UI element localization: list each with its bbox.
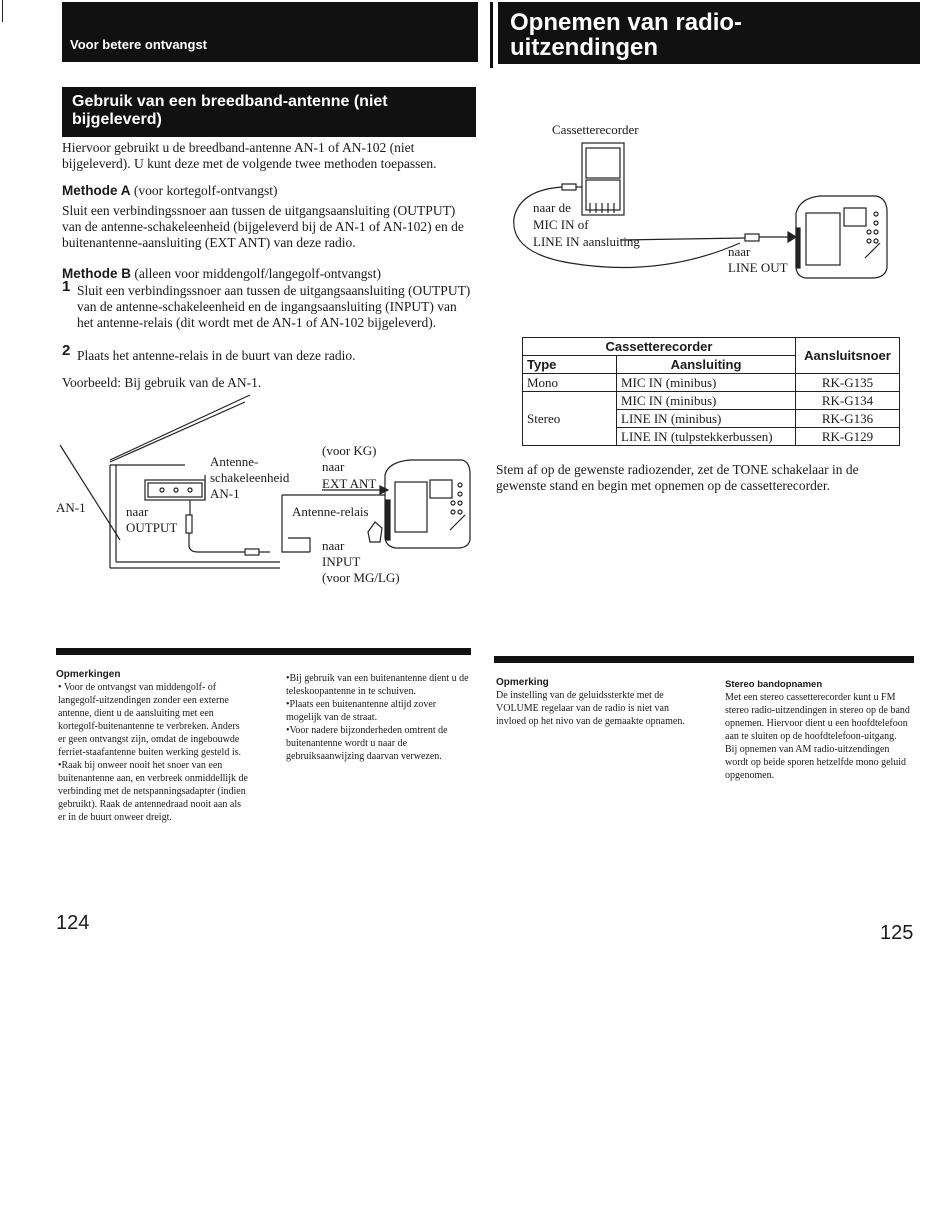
label-naar-ext: naar bbox=[322, 459, 345, 474]
table-cell-conn: MIC IN (minibus) bbox=[617, 374, 796, 392]
table-header-type: Type bbox=[523, 356, 617, 374]
subsection-bar bbox=[62, 87, 476, 137]
note-item: • Voor de ontvangst van middengolf- of langegolf-uitzendingen zonder een externe antenne, dient u de aansluiting met een kortegolf-buitenantenne te verbreken. Anders er geen ontvangst zijn, omdat de ingebouwde ferriet-staafantenne buiten werking gesteld is. bbox=[58, 682, 241, 758]
page-title-line-1: Opnemen van radio- bbox=[510, 9, 743, 36]
subsection-title: Gebruik van een breedband-antenne (niet bijgeleverd) bbox=[72, 93, 388, 128]
note-item: •Voor nadere bijzonderheden omtrent de buitenantenne wordt u naar de gebruiksaanwijzing daarvan verwezen. bbox=[286, 725, 448, 762]
table-cell-cord: RK-G136 bbox=[796, 410, 900, 428]
antenna-diagram bbox=[50, 390, 480, 600]
instruction-text: Stem af op de gewenste radiozender, zet de TONE schakelaar in de gewenste stand en begin met opnemen op de cassetterecorder. bbox=[496, 462, 859, 493]
table-header-cord: Aansluitsnoer bbox=[796, 338, 900, 374]
method-a-title: Methode A bbox=[62, 183, 131, 198]
notes-col2 bbox=[286, 672, 471, 763]
intro-text: Hiervoor gebruikt u de breedband-antenne AN-1 of AN-102 (niet bijgeleverd). U kunt deze met de volgende twee methoden toepassen. bbox=[62, 140, 437, 171]
table-row bbox=[523, 374, 900, 392]
label-voor-kg: (voor KG) bbox=[322, 443, 377, 458]
label-unit-1: Antenne- bbox=[210, 454, 259, 469]
notes-col1 bbox=[58, 681, 248, 824]
method-b-title: Methode B bbox=[62, 266, 131, 281]
table-cell-conn: MIC IN (minibus) bbox=[617, 392, 796, 410]
table-cell-cord: RK-G135 bbox=[796, 374, 900, 392]
method-b-sub: (alleen voor middengolf/langegolf-ontvangst) bbox=[131, 266, 382, 281]
page-title-line-2: uitzendingen bbox=[510, 34, 658, 61]
table-cell-cord: RK-G134 bbox=[796, 392, 900, 410]
note-title: Opmerking bbox=[496, 677, 549, 688]
stereo-text-2: Bij opnemen van AM radio-uitzendingen wordt op beide sporen hetzelfde mono geluid opgenomen. bbox=[725, 744, 907, 781]
label-an1: AN-1 bbox=[56, 500, 86, 515]
table-cell-cord: RK-G129 bbox=[796, 428, 900, 446]
notes-title: Opmerkingen bbox=[56, 669, 121, 680]
method-a-text: Sluit een verbindingssnoer aan tussen de uitgangsaansluiting (OUTPUT) van de antenne-schakeleenheid (bijgeleverd bij de AN-1 of AN-102) en de buitenantenne-aansluiting (EXT ANT) van deze radio. bbox=[62, 203, 464, 250]
page-title bbox=[510, 10, 742, 60]
label-naar-input: naar bbox=[322, 538, 345, 553]
label-line-in: LINE IN aansluiting bbox=[533, 234, 640, 249]
method-b-heading bbox=[62, 266, 472, 282]
connection-table-wrap bbox=[522, 337, 900, 446]
step-1-number: 1 bbox=[62, 278, 71, 295]
label-voor-mglg: (voor MG/LG) bbox=[322, 570, 400, 585]
title-bar bbox=[498, 2, 920, 64]
step-2-text: Plaats het antenne-relais in de buurt van deze radio. bbox=[77, 348, 356, 363]
crop-mark bbox=[2, 0, 3, 22]
step-2-number: 2 bbox=[62, 342, 71, 359]
note-item: •Raak bij onweer nooit het snoer van een buitenantenne aan, en verbreek onmiddellijk de verbinding met de netspanningsadapter (indien gebruikt). Raak de antennedraad nooit aan als er in de buurt onweer dreigt. bbox=[58, 760, 248, 823]
table-group-header: Cassetterecorder bbox=[523, 338, 796, 356]
label-mic-in: MIC IN of bbox=[533, 217, 589, 232]
notes-divider-left bbox=[56, 648, 471, 655]
antenna-diagram-svg bbox=[50, 390, 480, 600]
section-bar-label: Voor betere ontvangst bbox=[70, 37, 208, 52]
table-cell-conn: LINE IN (tulpstekkerbussen) bbox=[617, 428, 796, 446]
label-naar-de: naar de bbox=[533, 200, 571, 215]
label-ext-ant: EXT ANT bbox=[322, 476, 377, 491]
title-rule bbox=[490, 2, 493, 68]
recorder-diagram bbox=[500, 118, 895, 288]
section-bar bbox=[62, 2, 478, 62]
notes-divider-right bbox=[494, 656, 914, 663]
note-item: •Plaats een buitenantenne altijd zover mogelijk van de straat. bbox=[286, 699, 437, 723]
example-text: Voorbeeld: Bij gebruik van de AN-1. bbox=[62, 375, 262, 390]
stereo-block bbox=[725, 691, 915, 782]
label-input: INPUT bbox=[322, 554, 361, 569]
note-text: De instelling van de geluidssterkte met de VOLUME regelaar van de radio is niet van invloed op het nivo van de gemaakte opnamen. bbox=[496, 690, 685, 727]
label-naar-output: naar bbox=[126, 504, 149, 519]
stereo-text: Met een stereo cassetterecorder kunt u FM stereo radio-uitzendingen in stereo op de band opnemen. Hiervoor dient u een hoofdtelefoon aan te sluiten op de hoofdtelefoon-uitgang. bbox=[725, 692, 910, 742]
label-naar-lineout: naar bbox=[728, 244, 751, 259]
label-unit-2: schakeleenheid bbox=[210, 470, 290, 485]
connection-table bbox=[522, 337, 900, 446]
label-relay: Antenne-relais bbox=[292, 504, 369, 519]
method-a-sub: (voor kortegolf-ontvangst) bbox=[130, 183, 278, 198]
step-1-text: Sluit een verbindingssnoer aan tussen de uitgangsaansluiting (OUTPUT) van de antenne-schakeleenheid en de ingangsaansluiting (INPUT) van het antenne-relais (dit wordt met de AN-1 of AN-102 bijgeleverd). bbox=[77, 283, 471, 330]
table-cell-type: Stereo bbox=[523, 392, 617, 446]
label-recorder: Cassetterecorder bbox=[552, 122, 639, 137]
table-cell-type: Mono bbox=[523, 374, 617, 392]
method-a-heading bbox=[62, 183, 472, 199]
page-number-right: 125 bbox=[880, 922, 914, 944]
table-row bbox=[523, 392, 900, 410]
label-line-out: LINE OUT bbox=[728, 260, 788, 275]
stereo-title: Stereo bandopnamen bbox=[725, 679, 823, 690]
label-output: OUTPUT bbox=[126, 520, 178, 535]
note-item: •Bij gebruik van een buitenantenne dient u de teleskoopantenne in te schuiven. bbox=[286, 673, 469, 697]
table-cell-conn: LINE IN (minibus) bbox=[617, 410, 796, 428]
label-unit-an1: AN-1 bbox=[210, 486, 240, 501]
page-number-left: 124 bbox=[56, 912, 90, 934]
table-header-conn: Aansluiting bbox=[617, 356, 796, 374]
